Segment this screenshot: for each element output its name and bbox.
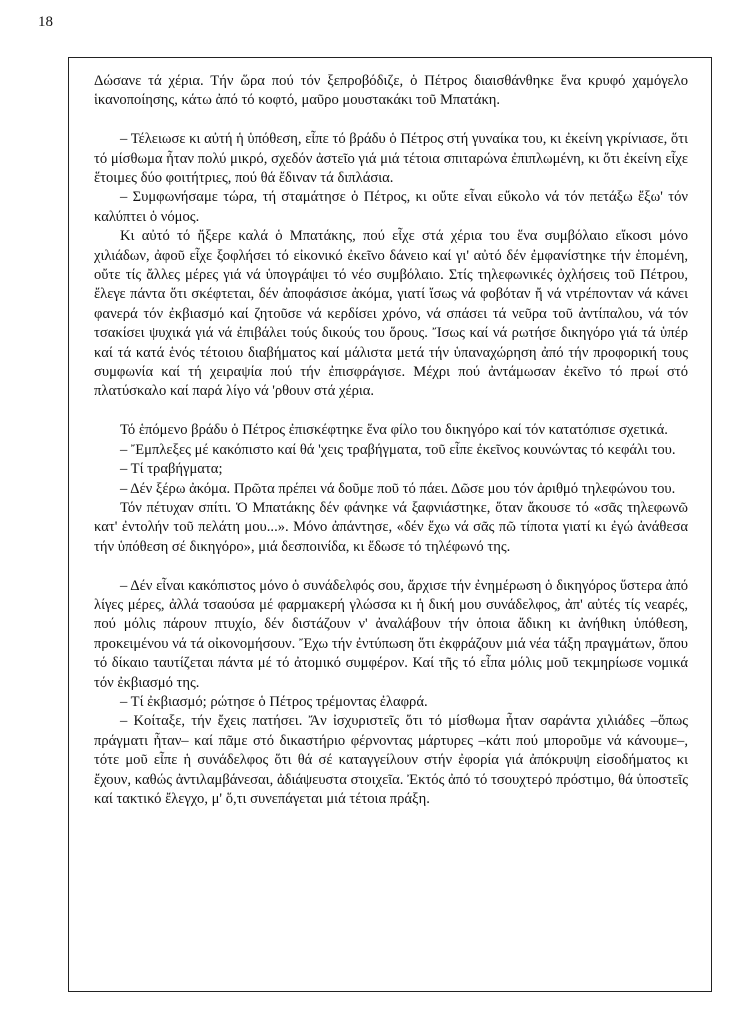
paragraph: – Τί ἐκβιασμό; ρώτησε ὁ Πέτρος τρέμοντας ἐλαφρά. [120, 693, 428, 710]
paragraph: – Συμφωνήσαμε τώρα, τή σταμάτησε ὁ Πέτρος, κι οὔτε εἶναι εὔκολο νά τόν πετάξω ἔξω' τόν καλύπτει ὁ νόμος. [94, 189, 688, 225]
paragraph: – Τί τραβήγματα; [120, 461, 223, 478]
paragraph: Κι αὐτό τό ἤξερε καλά ὁ Μπατάκης, πού εἶχε στά χέρια του ἕνα συμβόλαιο εἴκοσι μόνο χιλιάδων, ἀφοῦ εἶχε ξοφλήσει τό εἰκονικό ἐκεῖνο δάνειο καί γι' αὐτό δέν ἐμφανίστηκε τήν ἑπομένη, οὔτε τίς ἄλλες μέρες γιά νά ὑπογράψει τό νέο συμβόλαιο. Στίς τηλεφωνικές ὀχλήσεις τοῦ Πέτρου, ἔλεγε πάντα ὅτι σκέφτεται, δέν ἀποφάσισε ἀκόμα, γιατί ἴσως νά φοβόταν ἤ νά ντρέπονταν νά κάνει φανερά τόν ἐκβιασμό καί ζητοῦσε νά κερδίσει χρόνο, νά σπάσει τά νεῦρα τοῦ ἀντίπαλου, νά τόν τσακίσει ψυχικά γιά νά ἐπιβάλει τούς δικούς του ὅρους. Ἴσως καί νά ρωτήσε δικηγόρο γιά τά ὑπέρ καί τά κατά ἑνός τέτοιου διαβήματος καί μάλιστα μετά τήν ὑπαναχώρηση ἀπό τήν προφορική τους συμφωνία καί τή χειραψία πού τήν ἐπισφράγισε. Μέχρι πού ἀντάμωσαν ἐκεῖνο τό πρωί στό πλατύσκαλο καί παρά λίγο νά 'ρθουν στά χέρια. [94, 228, 688, 400]
paragraph: Τόν πέτυχαν σπίτι. Ὁ Μπατάκης δέν φάνηκε νά ξαφνιάστηκε, ὅταν ἄκουσε τό «σᾶς τηλεφωνῶ κατ' ἐντολήν τοῦ πελάτη μου...». Μόνο ἀπάντησε, «δέν ἔχω νά σᾶς πῶ τίποτα γιατί κι ἐγώ ἀνάθεσα τήν ὑπόθεση σέ δικηγόρο», μιά δεσποινίδα, κι ἔδωσε τό τηλέφωνό της. [94, 499, 688, 555]
paragraph: – Κοίταξε, τήν ἔχεις πατήσει. Ἄν ἰσχυριστεῖς ὅτι τό μίσθωμα ἦταν σαράντα χιλιάδες –ὅπως πράγματι ἦταν– καί πᾶμε στό δικαστήριο φέρνοντας μάρτυρες –κάτι πού μποροῦμε νά κάνουμε–, τότε μοῦ εἶπε ἡ συνάδελφος ὅτι θά σέ καταγγείλουν στήν ἐφορία γιά ἀπόκρυψη εἰσοδήματος κι ἔχουν, καθώς ἀντιλαμβάνεσαι, ἀδιάψευστα στοιχεῖα. Ἐκτός ἀπό τό τσουχτερό πρόστιμο, θά ὑποστεῖς καί τακτικό ἔλεγχο, μ' ὅ,τι συνεπάγεται μιά τέτοια πράξη. [94, 713, 688, 807]
paragraph: – Δέν ξέρω ἀκόμα. Πρῶτα πρέπει νά δοῦμε ποῦ τό πάει. Δῶσε μου τόν ἀριθμό τηλεφώνου του. [120, 480, 676, 497]
paragraph: – Τέλειωσε κι αὐτή ἡ ὑπόθεση, εἶπε τό βράδυ ὁ Πέτρος στή γυναίκα του, κι ἐκείνη γκρίνιασε, ὅτι τό μίσθωμα ἦταν πολύ μικρό, σχεδόν ἀστεῖο γιά μιά τέτοια σπιταρώνα ἐπιπλωμένη, κι ὅτι ἐκείνη εἶχε ἕτοιμες δύο φοιτήτριες, πού θά ἔδιναν τά διπλάσια. [94, 131, 688, 187]
page-number: 18 [38, 14, 53, 30]
paragraph: – Ἔμπλεξες μέ κακόπιστο καί θά 'χεις τραβήγματα, τοῦ εἶπε ἐκεῖνος κουνώντας τό κεφάλι του. [120, 441, 676, 458]
paragraph: – Δέν εἶναι κακόπιστος μόνο ὁ συνάδελφός σου, ἄρχισε τήν ἐνημέρωση ὁ δικηγόρος ὕστερα ἀπό λίγες μέρες, ἀλλά τσαούσα μέ φαρμακερή γλώσσα κι ἡ δική μου συνάδελφος, ἀπ' αὐτές τίς νεαρές, πού μόλις πάρουν πτυχίο, δέν διστάζουν ν' ἀναλάβουν τήν ὁποια ἄδικη κι ἀνήθικη ὑπόθεση, προκειμένου νά τά οἰκονομήσουν. Ἔχω τήν ἐντύπωση ὅτι ἐκφράζουν μιά νέα τάξη πραγμάτων, ὅπου τό δίκαιο ταυτίζεται πάντα μέ τό ἀτομικό συμφέρον. Καί τῆς τό εἶπα μόλις μοῦ τεκμηρίωσε νομικά τόν ἐκβιασμό της. [94, 577, 688, 691]
paragraph: Δώσανε τά χέρια. Τήν ὥρα πού τόν ξεπροβόδιζε, ὁ Πέτρος διαισθάνθηκε ἕνα κρυφό χαμόγελο ἱκανοποίησης, κάτω ἀπό τό κοφτό, μαῦρο μουστακάκι τοῦ Μπατάκη. [94, 73, 688, 109]
body-text [94, 72, 688, 809]
paragraph: Τό ἑπόμενο βράδυ ὁ Πέτρος ἐπισκέφτηκε ἕνα φίλο του δικηγόρο καί τόν κατατόπισε σχετικά. [120, 422, 668, 439]
